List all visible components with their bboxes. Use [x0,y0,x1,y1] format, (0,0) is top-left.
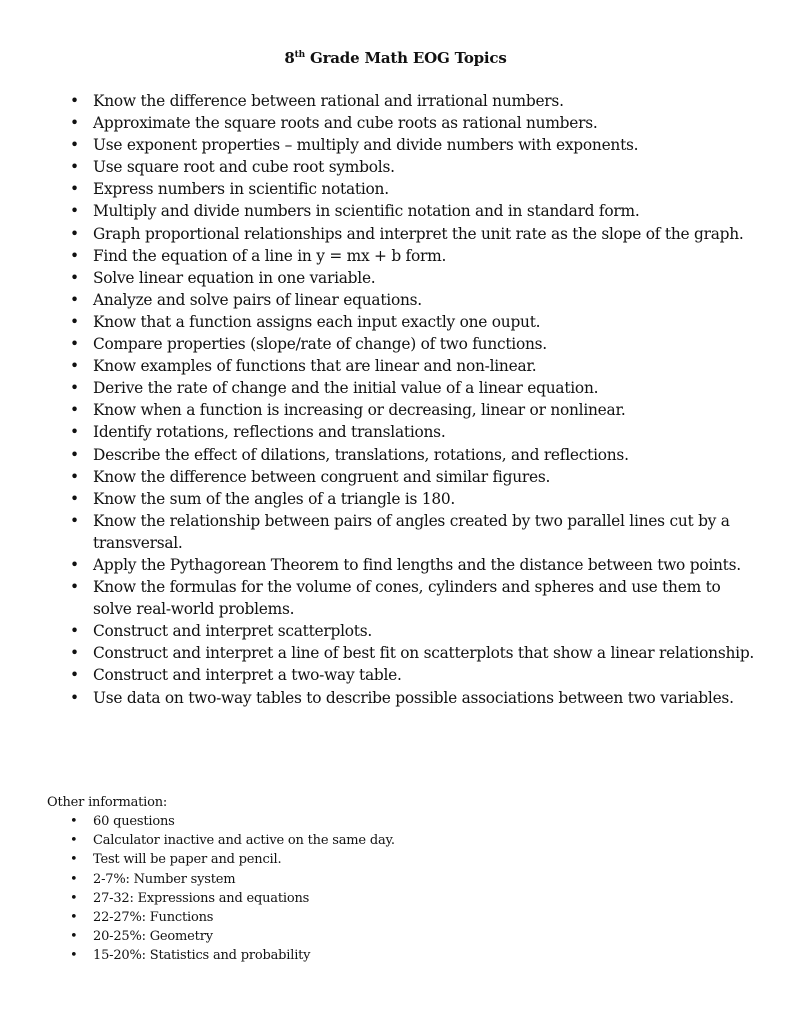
other-info-text: 60 questions [93,814,175,829]
topic-item [70,156,760,178]
bullet-icon: • [70,114,79,133]
bullet-icon: • [70,136,79,155]
other-info-text: Test will be paper and pencil. [93,852,282,868]
topic-item [70,355,760,377]
topic-text: Know that a function assigns each input exactly one ouput. [93,312,541,331]
bullet-icon: • [70,180,79,199]
topic-text: Analyze and solve pairs of linear equations. [93,290,422,309]
topic-item [70,333,760,355]
bullet-icon: • [70,379,79,398]
other-info-text: 22-27%: Functions [93,910,214,926]
bullet-icon: • [70,644,79,663]
other-info-item [70,927,760,946]
title-text: Grade Math EOG Topics [304,49,507,67]
topic-text: Know the formulas for the volume of cones, cylinders and spheres and use them to solve real-world problems. [93,578,721,619]
bullet-icon: • [70,357,79,376]
other-info-item [70,812,760,831]
other-info-text: 15-20%: Statistics and probability [93,948,311,964]
topic-text: Find the equation of a line in y = mx + b form. [93,246,447,265]
other-info-text: 20-25%: Geometry [93,929,213,945]
topic-text: Construct and interpret a line of best fit on scatterplots that show a linear relationship. [93,644,755,663]
other-information-heading: Other information: [47,795,168,810]
topic-item [70,223,760,245]
other-info-item [70,908,760,927]
other-info-text: 27-32: Expressions and equations [93,890,310,906]
bullet-icon: • [70,578,79,597]
topic-text: Know the difference between rational and irrational numbers. [93,92,564,110]
topic-text: Know the sum of the angles of a triangle is 180. [93,489,456,508]
other-info-text: 2-7%: Number system [93,871,236,887]
topic-item [70,377,760,399]
topic-text: Apply the Pythagorean Theorem to find lengths and the distance between two points. [93,555,741,574]
topic-item [70,576,760,620]
bullet-icon: • [70,246,79,265]
topic-text: Identify rotations, reflections and translations. [93,423,446,442]
topic-text: Derive the rate of change and the initial value of a linear equation. [93,379,599,398]
topic-text: Use square root and cube root symbols. [93,158,395,177]
topic-text: Know examples of functions that are linear and non-linear. [93,357,537,376]
other-info-item [70,946,760,965]
other-info-item [70,889,760,908]
topic-item [70,245,760,267]
bullet-icon: • [70,814,78,829]
topic-item [70,687,760,709]
bullet-icon: • [70,489,79,508]
topic-text: Know the relationship between pairs of angles created by two parallel lines cut by a transversal. [93,511,730,552]
topic-item [70,90,760,112]
other-information-list [70,812,760,966]
bullet-icon: • [70,890,78,906]
bullet-icon: • [70,268,79,287]
topics-list [70,90,760,709]
bullet-icon: • [70,290,79,309]
topic-text: Describe the effect of dilations, translations, rotations, and reflections. [93,445,629,464]
topic-item [70,444,760,466]
other-info-text: Calculator inactive and active on the same day. [93,833,395,849]
topic-item [70,421,760,443]
topic-item [70,178,760,200]
bullet-icon: • [70,423,79,442]
topic-item [70,289,760,311]
bullet-icon: • [70,92,79,110]
topic-item [70,311,760,333]
topic-text: Know when a function is increasing or decreasing, linear or nonlinear. [93,401,626,420]
topic-item [70,510,760,554]
bullet-icon: • [70,467,79,486]
topic-text: Use exponent properties – multiply and divide numbers with exponents. [93,136,639,155]
topic-item [70,620,760,642]
bullet-icon: • [70,833,78,849]
title-superscript: th [294,50,305,60]
topic-item [70,200,760,222]
topic-text: Use data on two-way tables to describe possible associations between two variables. [93,688,734,707]
bullet-icon: • [70,445,79,464]
page-title [0,47,791,69]
topic-text: Express numbers in scientific notation. [93,180,389,199]
topic-item [70,664,760,686]
other-info-item [70,831,760,850]
bullet-icon: • [70,511,79,530]
bullet-icon: • [70,688,79,707]
title-grade-number: 8 [284,49,295,67]
topic-text: Approximate the square roots and cube roots as rational numbers. [93,114,598,133]
topic-item [70,399,760,421]
bullet-icon: • [70,224,79,243]
bullet-icon: • [70,852,78,868]
bullet-icon: • [70,312,79,331]
topic-text: Multiply and divide numbers in scientific notation and in standard form. [93,202,640,221]
topic-text: Construct and interpret scatterplots. [93,622,373,641]
bullet-icon: • [70,555,79,574]
topic-item [70,488,760,510]
topic-text: Graph proportional relationships and interpret the unit rate as the slope of the graph. [93,224,744,243]
bullet-icon: • [70,871,78,887]
topic-item [70,112,760,134]
other-info-item [70,850,760,869]
topic-item [70,554,760,576]
bullet-icon: • [70,335,79,354]
topic-item [70,267,760,289]
topic-item [70,466,760,488]
topic-text: Compare properties (slope/rate of change) of two functions. [93,335,547,354]
bullet-icon: • [70,666,79,685]
bullet-icon: • [70,401,79,420]
bullet-icon: • [70,158,79,177]
topic-text: Construct and interpret a two-way table. [93,666,402,685]
bullet-icon: • [70,948,78,964]
bullet-icon: • [70,622,79,641]
topic-item [70,134,760,156]
other-info-item [70,870,760,889]
topic-text: Solve linear equation in one variable. [93,268,376,287]
topic-item [70,642,760,664]
bullet-icon: • [70,929,78,945]
bullet-icon: • [70,910,78,926]
topic-text: Know the difference between congruent and similar figures. [93,467,551,486]
bullet-icon: • [70,202,79,221]
